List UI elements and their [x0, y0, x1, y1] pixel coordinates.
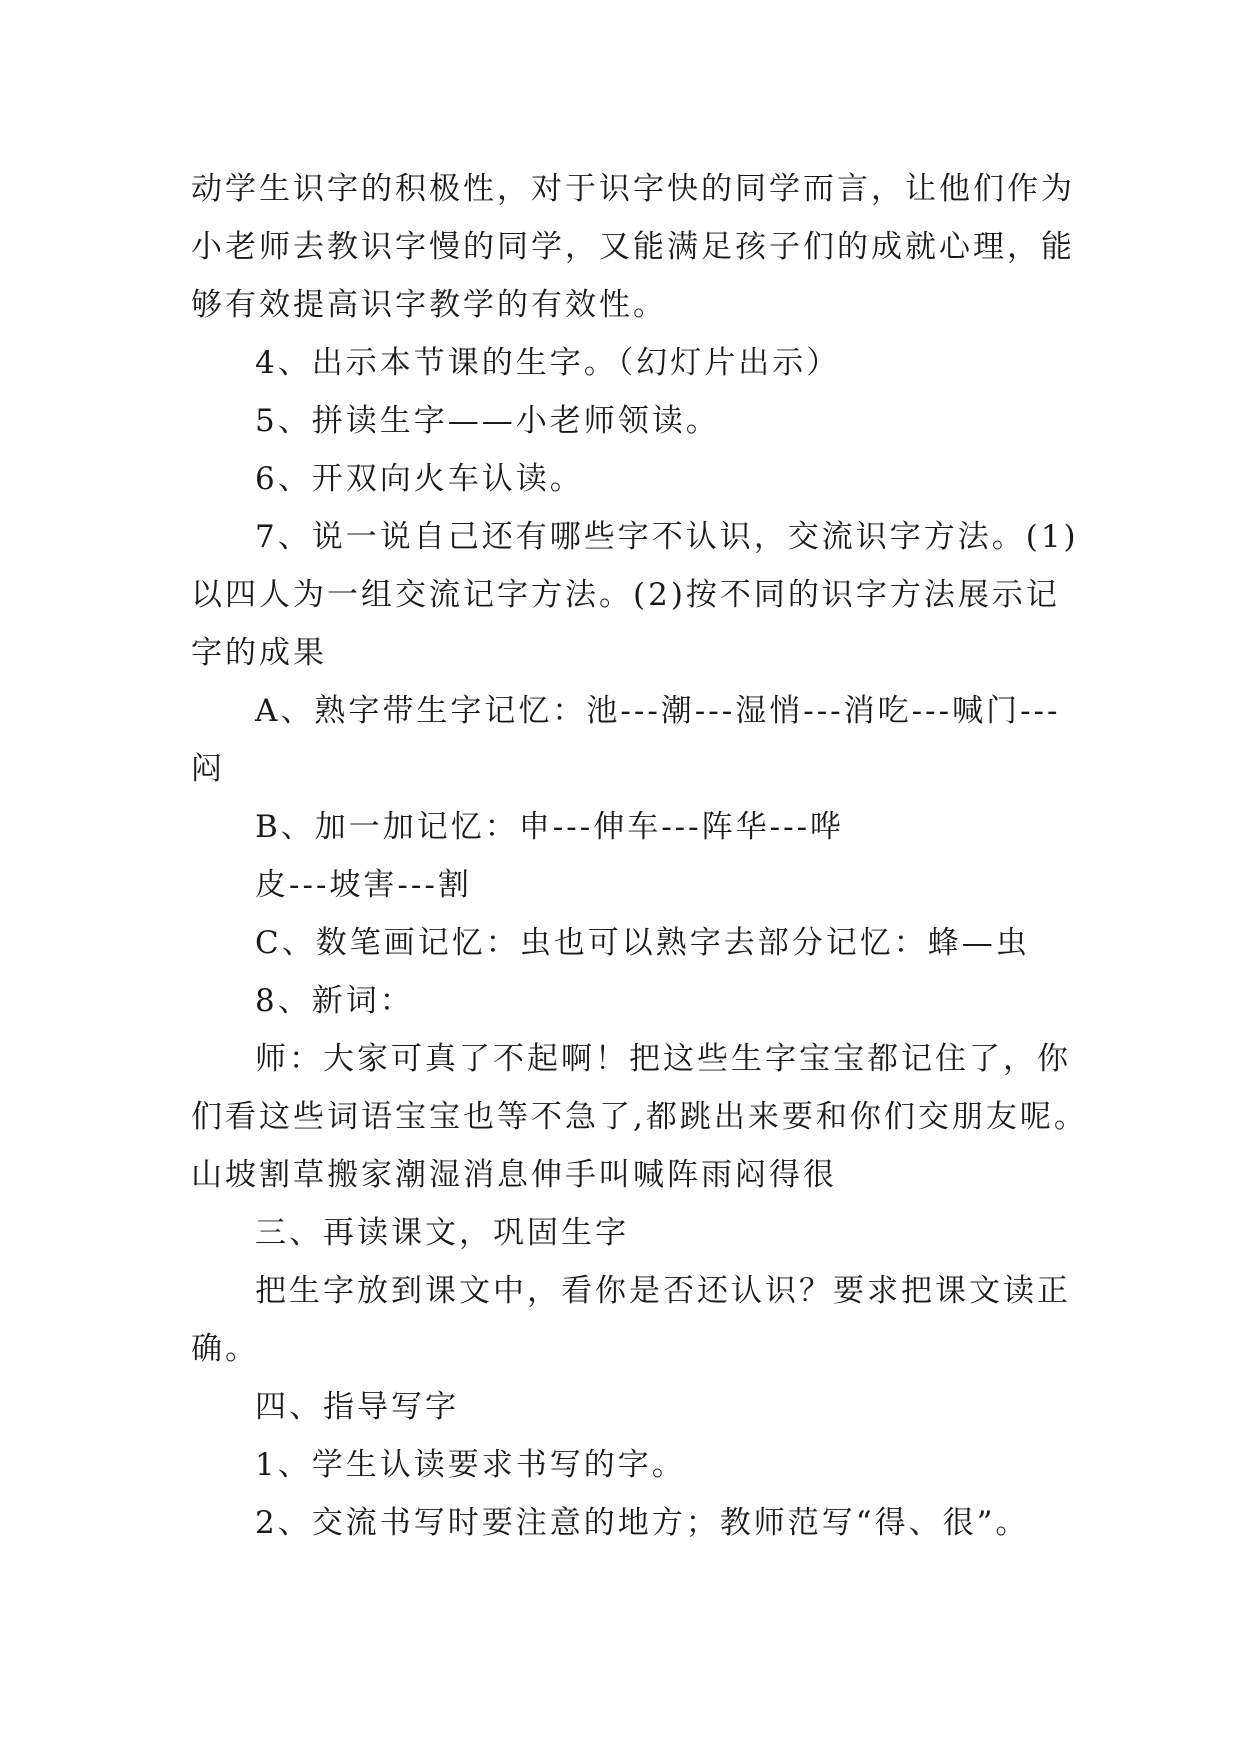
paragraph-line: 够有效提高识字教学的有效性。 — [191, 287, 667, 323]
paragraph-line: 8、新词： — [255, 983, 414, 1019]
paragraph-line: B、加一加记忆：申---伸车---阵华---哗 — [255, 809, 845, 845]
paragraph-line: 5、拼读生字——小老师领读。 — [255, 403, 720, 439]
paragraph-line: 6、开双向火车认读。 — [255, 461, 584, 497]
paragraph-line: 四、指导写字 — [255, 1389, 459, 1425]
paragraph-line: 闷 — [191, 751, 225, 787]
paragraph-line: 7、说一说自己还有哪些字不认识，交流识字方法。(1) — [255, 519, 1079, 555]
paragraph-line: 把生字放到课文中，看你是否还认识？要求把课文读正 — [255, 1273, 1071, 1309]
paragraph-line: 师：大家可真了不起啊！把这些生字宝宝都记住了，你 — [255, 1041, 1071, 1077]
paragraph-line: 三、再读课文，巩固生字 — [255, 1215, 629, 1251]
paragraph-line: 动学生识字的积极性，对于识字快的同学而言，让他们作为 — [191, 171, 1075, 207]
paragraph-line: 皮---坡害---割 — [255, 867, 472, 903]
paragraph-line: 1、学生认读要求书写的字。 — [255, 1447, 686, 1483]
paragraph-line: C、数笔画记忆：虫也可以熟字去部分记忆：蜂—虫 — [255, 925, 1030, 961]
paragraph-line: 以四人为一组交流记字方法。(2)按不同的识字方法展示记 — [191, 577, 1060, 613]
paragraph-line: 4、出示本节课的生字。（幻灯片出示） — [255, 345, 841, 381]
paragraph-line: 小老师去教识字慢的同学，又能满足孩子们的成就心理，能 — [191, 229, 1075, 265]
paragraph-line: 们看这些词语宝宝也等不急了,都跳出来要和你们交朋友呢。 — [191, 1099, 1088, 1135]
paragraph-line: 确。 — [191, 1331, 259, 1367]
paragraph-line: 山坡割草搬家潮湿消息伸手叫喊阵雨闷得很 — [191, 1157, 837, 1193]
paragraph-line: A、熟字带生字记忆：池---潮---湿悄---消吃---喊门--- — [255, 693, 1061, 729]
paragraph-line: 2、交流书写时要注意的地方；教师范写“得、很”。 — [255, 1505, 1030, 1541]
document-body — [191, 160, 1088, 1552]
paragraph-line: 字的成果 — [191, 635, 327, 671]
